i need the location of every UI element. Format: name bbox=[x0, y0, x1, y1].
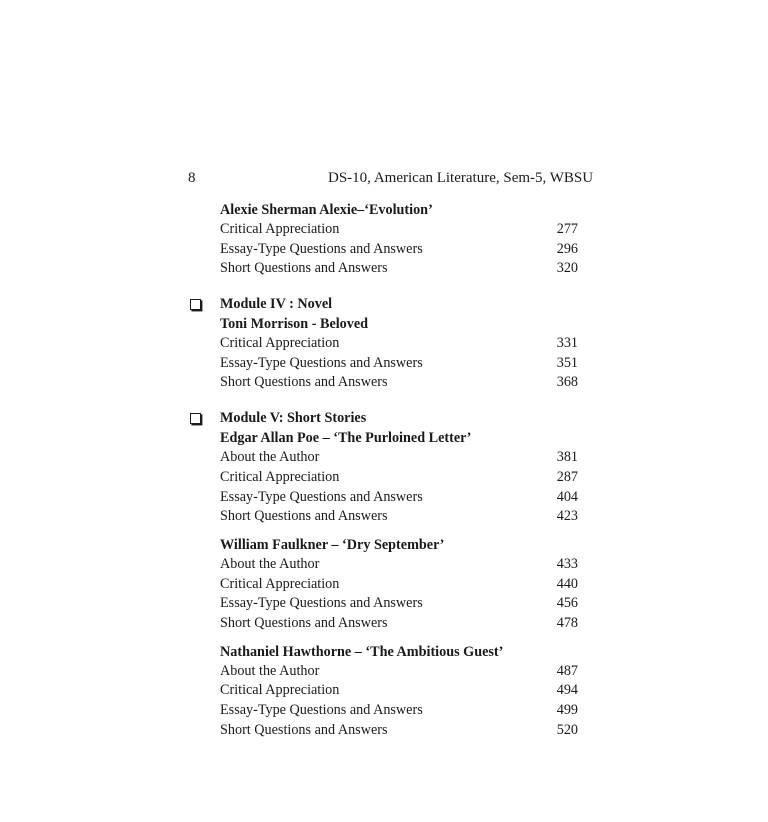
entry-label: Critical Appreciation bbox=[220, 682, 340, 699]
entry-page: 331 bbox=[556, 335, 578, 352]
toc-entry bbox=[188, 334, 580, 354]
entry-label: About the Author bbox=[220, 662, 320, 679]
toc-entry bbox=[188, 614, 580, 634]
entry-label: Essay-Type Questions and Answers bbox=[220, 595, 423, 612]
toc-entry bbox=[188, 488, 580, 508]
entry-label: About the Author bbox=[220, 449, 320, 466]
entry-page: 478 bbox=[556, 614, 578, 631]
entry-label: About the Author bbox=[220, 555, 320, 572]
entry-page: 423 bbox=[556, 508, 578, 525]
entry-label: Short Questions and Answers bbox=[220, 374, 388, 391]
toc-entry bbox=[188, 555, 580, 575]
toc-entry bbox=[188, 259, 580, 279]
toc-entry bbox=[188, 448, 580, 468]
toc-entry bbox=[188, 507, 580, 527]
section-title-alexie: Alexie Sherman Alexie–‘Evolution’ bbox=[220, 202, 433, 218]
module-label: Module V: Short Stories bbox=[220, 410, 367, 427]
entry-label: Short Questions and Answers bbox=[220, 721, 388, 738]
toc-entry bbox=[188, 373, 580, 393]
running-title: DS-10, American Literature, Sem-5, WBSU bbox=[328, 170, 594, 186]
toc-entry bbox=[188, 354, 580, 374]
section-title-faulkner: William Faulkner – ‘Dry September’ bbox=[220, 536, 445, 553]
table-of-contents bbox=[188, 200, 580, 740]
entry-page: 296 bbox=[556, 240, 578, 257]
entry-label: Essay-Type Questions and Answers bbox=[220, 702, 423, 718]
toc-entry bbox=[188, 701, 580, 721]
checkbox-bullet-icon bbox=[190, 413, 201, 424]
entry-page: 320 bbox=[556, 260, 578, 277]
entry-page: 520 bbox=[556, 721, 578, 738]
entry-page: 440 bbox=[556, 575, 578, 592]
toc-entry bbox=[188, 468, 580, 488]
entry-page: 368 bbox=[556, 374, 578, 391]
entry-page: 404 bbox=[556, 488, 578, 505]
entry-page: 433 bbox=[556, 555, 578, 572]
checkbox-bullet-icon bbox=[190, 299, 201, 310]
entry-label: Essay-Type Questions and Answers bbox=[220, 354, 423, 371]
entry-page: 494 bbox=[556, 682, 578, 699]
section-title-hawthorne: Nathaniel Hawthorne – ‘The Ambitious Guest’ bbox=[220, 643, 504, 660]
module-heading-v bbox=[188, 408, 580, 428]
entry-label: Short Questions and Answers bbox=[220, 260, 388, 277]
entry-label: Essay-Type Questions and Answers bbox=[220, 240, 423, 257]
module-label: Module IV : Novel bbox=[220, 296, 333, 313]
toc-entry bbox=[188, 721, 580, 741]
toc-entry bbox=[188, 575, 580, 595]
entry-label: Critical Appreciation bbox=[220, 575, 340, 592]
entry-page: 287 bbox=[556, 468, 578, 485]
entry-label: Essay-Type Questions and Answers bbox=[220, 488, 423, 505]
entry-page: 351 bbox=[556, 354, 578, 371]
toc-entry bbox=[188, 662, 580, 682]
entry-label: Critical Appreciation bbox=[220, 468, 340, 485]
entry-label: Critical Appreciation bbox=[220, 335, 340, 352]
entry-label: Short Questions and Answers bbox=[220, 508, 388, 525]
section-title-morrison: Toni Morrison - Beloved bbox=[220, 316, 369, 333]
section-title-poe: Edgar Allan Poe – ‘The Purloined Letter’ bbox=[220, 430, 472, 447]
entry-label: Short Questions and Answers bbox=[220, 614, 388, 631]
entry-page: 487 bbox=[556, 662, 578, 679]
module-heading-iv bbox=[188, 294, 580, 314]
entry-page: 277 bbox=[556, 221, 578, 237]
toc-entry bbox=[188, 594, 580, 614]
page-number: 8 bbox=[188, 170, 196, 186]
toc-entry bbox=[188, 240, 580, 260]
entry-page: 456 bbox=[556, 595, 578, 612]
toc-entry bbox=[188, 681, 580, 701]
entry-page: 381 bbox=[556, 449, 578, 466]
entry-page: 499 bbox=[556, 702, 578, 718]
entry-label: Critical Appreciation bbox=[220, 221, 340, 237]
toc-entry bbox=[188, 220, 580, 240]
